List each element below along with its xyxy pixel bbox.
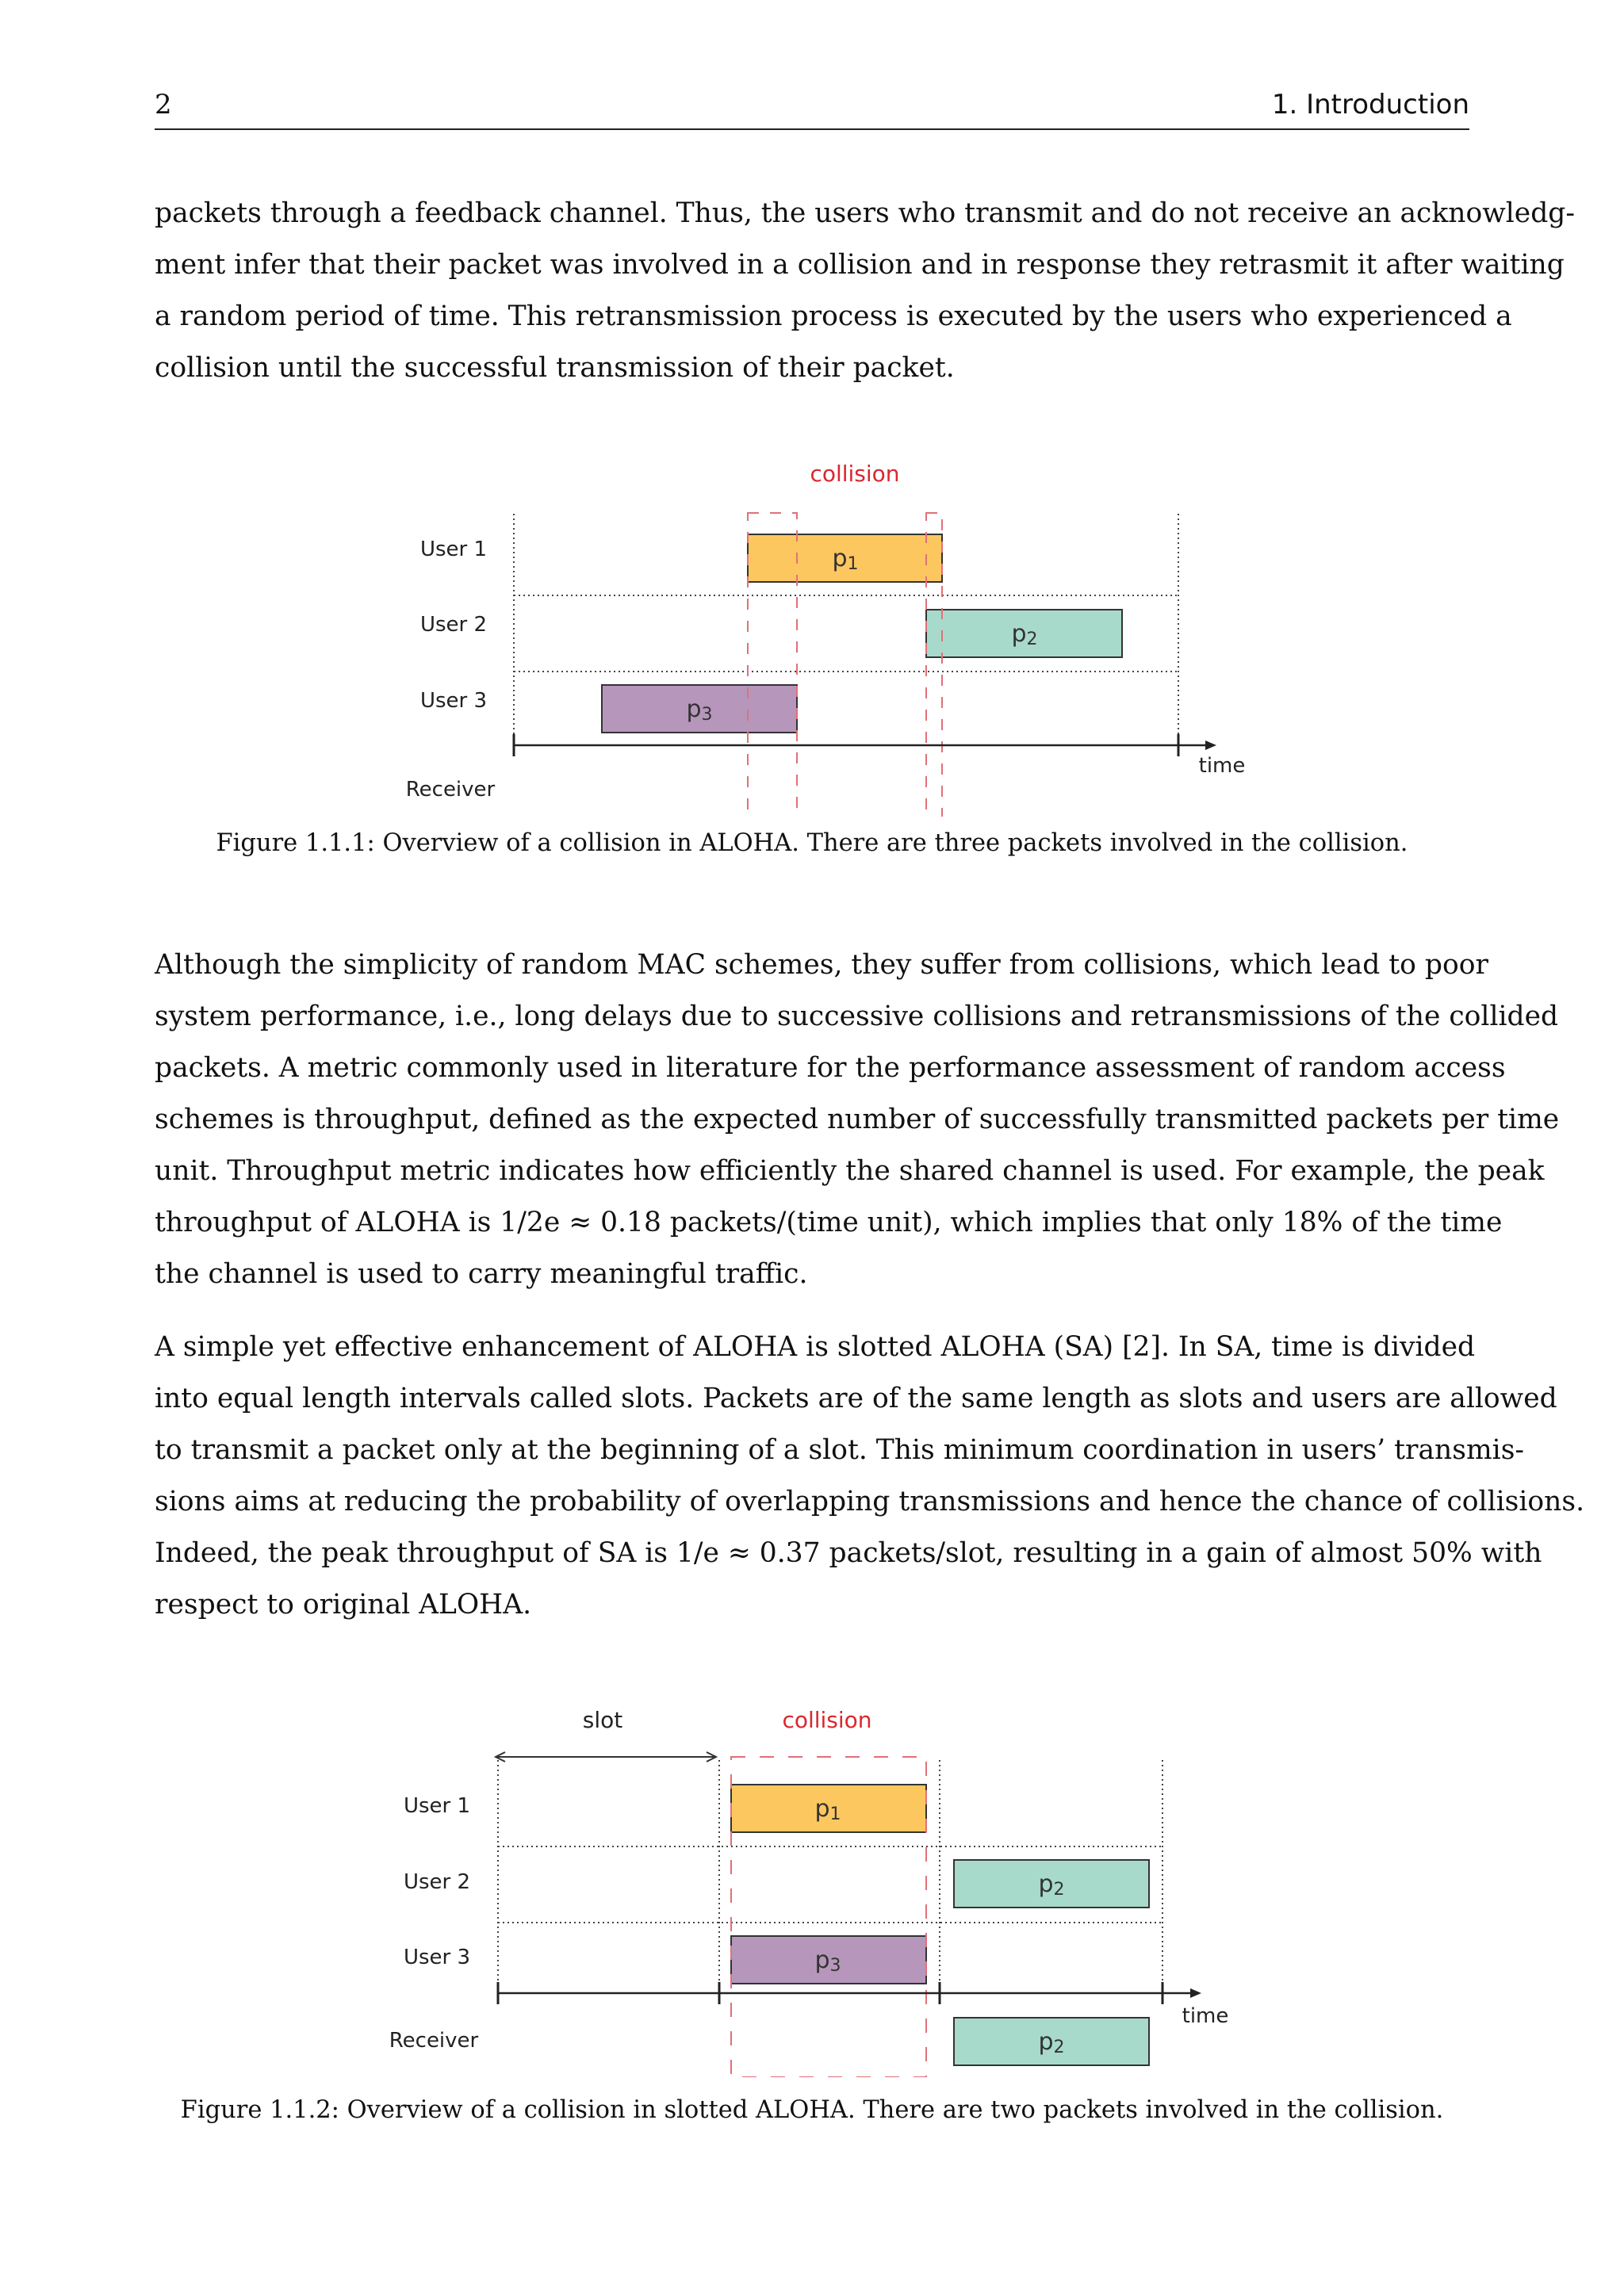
- header-rule: [155, 128, 1469, 130]
- packet-p1-label: p1: [832, 545, 859, 574]
- paragraph-line: packets through a feedback channel. Thus, the users who transmit and do not receive an acknowledg-: [155, 197, 1576, 229]
- row-label-user-2: User 2: [403, 1870, 471, 1894]
- paragraph-1: [155, 188, 1576, 394]
- paragraph-line: to transmit a packet only at the beginning of a slot. This minimum coordination in users’ transmis-: [155, 1434, 1525, 1466]
- figure-slotted-aloha-collision: [0, 1697, 1624, 2077]
- paragraph-line: A simple yet effective enhancement of ALOHA is slotted ALOHA (SA) [2]. In SA, time is divided: [155, 1331, 1476, 1363]
- paragraph-line: sions aims at reducing the probability of overlapping transmissions and hence the chance of collisions.: [155, 1486, 1585, 1517]
- receiver-packet-p2-label: p2: [1038, 2028, 1065, 2057]
- paragraph-line: system performance, i.e., long delays due to successive collisions and retransmissions of the collided: [155, 1001, 1559, 1032]
- collision-label: collision: [810, 461, 900, 487]
- paragraph-line: ment infer that their packet was involved in a collision and in response they retrasmit it after waiting: [155, 249, 1565, 281]
- row-label-user-3: User 3: [419, 689, 488, 713]
- packet-p3-label: p3: [686, 695, 713, 725]
- paragraph-line: throughput of ALOHA is 1/2e ≈ 0.18 packets/(time unit), which implies that only 18% of the time: [155, 1207, 1503, 1238]
- figure-aloha-collision: [0, 444, 1624, 817]
- receiver-label: Receiver: [389, 2029, 479, 2053]
- time-axis-arrowhead: [1205, 740, 1216, 750]
- paragraph-line: unit. Throughput metric indicates how efficiently the shared channel is used. For example, the peak: [155, 1155, 1545, 1187]
- paragraph-line: the channel is used to carry meaningful traffic.: [155, 1258, 808, 1290]
- page-number: 2: [155, 89, 172, 121]
- slot-label: slot: [582, 1707, 623, 1733]
- paragraph-line: Although the simplicity of random MAC schemes, they suffer from collisions, which lead to poor: [155, 949, 1489, 981]
- packet-p2-label: p2: [1011, 620, 1038, 649]
- time-axis-arrowhead: [1190, 1988, 1201, 1998]
- packet-p2-label: p2: [1038, 1870, 1065, 1900]
- running-header-title: 1. Introduction: [1271, 89, 1469, 121]
- paragraph-line: schemes is throughput, defined as the expected number of successfully transmitted packets per time: [155, 1104, 1560, 1135]
- figure-2-caption: Figure 1.1.2: Overview of a collision in slotted ALOHA. There are two packets involved in the collision.: [180, 2096, 1444, 2124]
- row-label-user-3: User 3: [403, 1946, 471, 1969]
- receiver-label: Receiver: [405, 778, 496, 802]
- row-label-user-1: User 1: [419, 538, 488, 561]
- paragraph-line: into equal length intervals called slots. Packets are of the same length as slots and users are allowed: [155, 1383, 1557, 1414]
- paragraph-3: [155, 1322, 1585, 1631]
- packet-p3-label: p3: [814, 1946, 841, 1976]
- paragraph-2: [155, 939, 1560, 1300]
- paragraph-line: respect to original ALOHA.: [155, 1589, 532, 1621]
- time-label: time: [1198, 754, 1246, 778]
- row-label-user-1: User 1: [403, 1794, 471, 1818]
- packet-p1-label: p1: [814, 1795, 841, 1824]
- paragraph-line: Indeed, the peak throughput of SA is 1/e ≈ 0.37 packets/slot, resulting in a gain of almost 50% with: [155, 1537, 1542, 1569]
- paragraph-line: a random period of time. This retransmission process is executed by the users who experienced a: [155, 300, 1512, 332]
- paragraph-line: collision until the successful transmission of their packet.: [155, 352, 955, 384]
- figure-1-caption: Figure 1.1.1: Overview of a collision in ALOHA. There are three packets involved in the collision.: [216, 829, 1408, 857]
- collision-label: collision: [782, 1707, 872, 1733]
- time-label: time: [1182, 2004, 1229, 2028]
- row-label-user-2: User 2: [419, 613, 488, 637]
- paragraph-line: packets. A metric commonly used in literature for the performance assessment of random access: [155, 1052, 1506, 1084]
